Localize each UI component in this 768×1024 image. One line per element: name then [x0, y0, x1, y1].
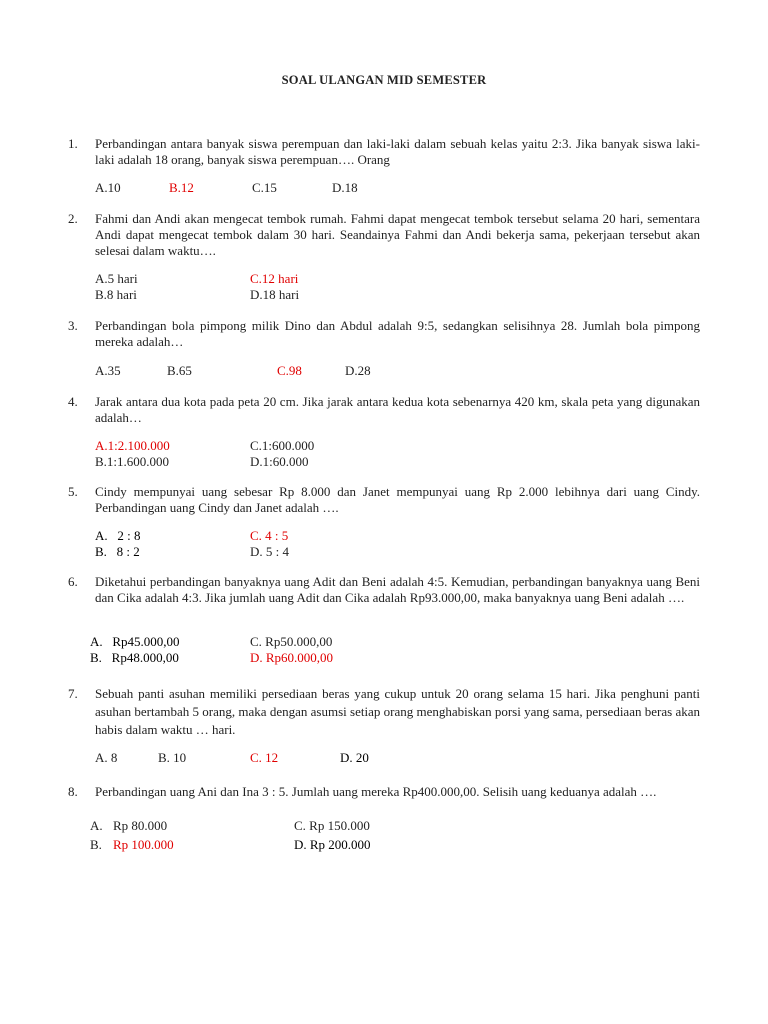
question-text: Fahmi dan Andi akan mengecat tembok rumah. Fahmi dapat mengecat tembok tersebut selama 20 hari, sementara Andi dapat mengecat tembok dalam 30 hari. Seandainya Fahmi dan Andi bekerja sama, pekerjaan tersebut akan selesai dalam waktu….: [95, 211, 700, 258]
question-text: Perbandingan uang Ani dan Ina 3 : 5. Jumlah uang mereka Rp400.000,00. Selisih uang keduanya adalah ….: [95, 784, 657, 799]
option-b-value-answer: Rp 100.000: [113, 837, 174, 852]
option-c: C.15: [252, 180, 277, 195]
question-number: 7.: [68, 686, 78, 701]
question-5: [68, 484, 700, 516]
option-d: D. 20: [340, 750, 369, 765]
question-text: Perbandingan bola pimpong milik Dino dan Abdul adalah 9:5, sedangkan selisihnya 28. Jumlah bola pimpong mereka adalah…: [95, 318, 700, 349]
question-number: 1.: [68, 136, 78, 151]
option-c: C. Rp 150.000: [294, 818, 370, 833]
question-text: Perbandingan antara banyak siswa perempuan dan laki-laki dalam sebuah kelas yaitu 2:3. Jika banyak siswa laki-laki adalah 18 orang, banyak siswa perempuan…. Orang: [95, 136, 700, 167]
question-6: [68, 574, 700, 606]
option-b: B.1:1.600.000: [95, 454, 170, 469]
option-c-answer: C. 4 : 5: [250, 528, 289, 543]
question-7: [68, 685, 700, 739]
question-number: 2.: [68, 211, 78, 226]
question-1: [68, 136, 700, 168]
question-number: 5.: [68, 484, 78, 499]
option-b: B. Rp48.000,00: [90, 650, 179, 665]
question-number: 8.: [68, 784, 78, 799]
question-number: 4.: [68, 394, 78, 409]
question-text: Sebuah panti asuhan memiliki persediaan beras yang cukup untuk 20 orang selama 15 hari. Jika penghuni panti asuhan bertambah 5 orang, maka dengan asumsi setiap orang menghabiskan porsi yang sama, persediaan beras akan habis dalam waktu … hari.: [95, 686, 700, 737]
question-8: [68, 784, 700, 800]
question-4: [68, 394, 700, 426]
question-2: [68, 211, 700, 259]
question-number: 3.: [68, 318, 78, 333]
option-b-letter: B.: [90, 837, 102, 852]
option-d: D. 5 : 4: [250, 544, 289, 559]
question-number: 6.: [68, 574, 78, 589]
option-a: A.10: [95, 180, 121, 195]
option-c: C. Rp50.000,00: [250, 634, 333, 649]
option-d: D. Rp 200.000: [294, 837, 371, 852]
option-d: D.1:60.000: [250, 454, 309, 469]
option-b-answer: B.12: [169, 180, 194, 195]
option-d: D.18 hari: [250, 287, 300, 302]
option-a-answer: A.1:2.100.000: [95, 438, 170, 453]
question-text: Jarak antara dua kota pada peta 20 cm. Jika jarak antara kedua kota sebenarnya 420 km, skala peta yang digunakan adalah…: [95, 394, 700, 425]
option-b: B. 10: [158, 750, 187, 765]
option-d: D.18: [332, 180, 358, 195]
question-text: Cindy mempunyai uang sebesar Rp 8.000 dan Janet mempunyai uang Rp 2.000 lebihnya dari uang Cindy. Perbandingan uang Cindy dan Janet adalah ….: [95, 484, 700, 515]
question-text: Diketahui perbandingan banyaknya uang Adit dan Beni adalah 4:5. Kemudian, perbandingan banyaknya uang Beni dan Cika adalah 4:3. Jika jumlah uang Adit dan Cika adalah Rp93.000,00, maka banyaknya uang Beni adalah ….: [95, 574, 700, 605]
option-a: A. 2 : 8: [95, 528, 141, 543]
option-b: B.65: [167, 363, 192, 378]
option-a: A.5 hari: [95, 271, 138, 286]
option-a: A.35: [95, 363, 121, 378]
option-c-answer: C.12 hari: [250, 271, 299, 286]
option-a: A. Rp45.000,00: [90, 634, 180, 649]
question-3: [68, 318, 700, 350]
option-a-value: Rp 80.000: [113, 818, 168, 833]
page-title: SOAL ULANGAN MID SEMESTER: [281, 73, 487, 87]
option-a-letter: A.: [90, 818, 103, 833]
option-c-answer: C.98: [277, 363, 302, 378]
option-d: D.28: [345, 363, 371, 378]
option-b: B.8 hari: [95, 287, 137, 302]
option-d-answer: D. Rp60.000,00: [250, 650, 334, 665]
option-b: B. 8 : 2: [95, 544, 140, 559]
option-a: A. 8: [95, 750, 118, 765]
option-c-answer: C. 12: [250, 750, 279, 765]
option-c: C.1:600.000: [250, 438, 315, 453]
